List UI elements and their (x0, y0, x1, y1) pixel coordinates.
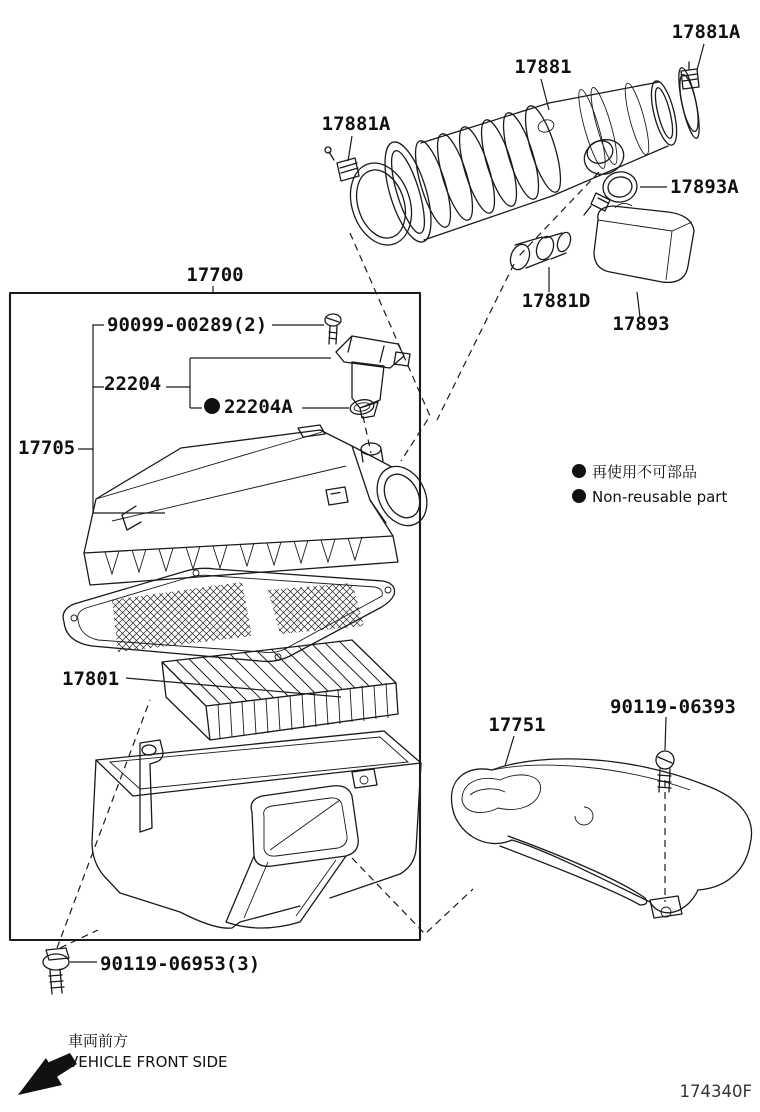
legend (572, 463, 727, 506)
dashed-leader-lines (57, 172, 665, 948)
part-label-resonator: 17893 (612, 313, 670, 335)
part-label-air-hose: 17881 (514, 56, 572, 78)
hose-clamp-lower-drawing (325, 147, 422, 253)
part-label-hose-clamp-lower: 17881A (321, 113, 391, 135)
case-bolt-drawing (43, 948, 69, 994)
legend-text-jp: 再使用不可部品 (592, 463, 698, 481)
part-label-assembly: 17700 (186, 264, 244, 286)
part-label-resonator-clamp: 17893A (670, 176, 739, 198)
inlet-cover-drawing (451, 759, 751, 918)
legend-text-en: Non-reusable part (592, 488, 728, 506)
seal-mesh-right (268, 583, 364, 634)
part-label-maf-oring: 22204A (224, 396, 293, 418)
legend-bullet-en (572, 489, 586, 503)
drawing-code: 174340F (679, 1082, 752, 1101)
part-label-hose-clamp-upper: 17881A (671, 21, 741, 43)
part-label-inlet-cover: 17751 (488, 714, 546, 736)
maf-screw-drawing (325, 314, 341, 344)
part-label-maf-sensor: 22204 (104, 373, 162, 395)
orientation-note (18, 1032, 228, 1095)
non-reusable-bullet-oring (204, 398, 220, 414)
cap-rib-teeth (105, 537, 362, 574)
legend-bullet-jp (572, 464, 586, 478)
part-label-maf-screw: 90099-00289(2) (107, 314, 268, 336)
front-side-text-en: VEHICLE FRONT SIDE (68, 1053, 228, 1071)
maf-sensor-drawing (336, 336, 410, 418)
cleaner-cap-drawing (84, 425, 437, 585)
cleaner-case-drawing (92, 731, 421, 928)
filter-seal-drawing (63, 568, 394, 661)
part-label-inlet-cover-bolt: 90119-06393 (610, 696, 736, 718)
seal-mesh-left (112, 582, 252, 652)
part-label-case-bolt: 90119-06953(3) (100, 953, 261, 975)
filter-pleats-front (218, 683, 388, 739)
vacuum-connector-drawing (507, 231, 573, 273)
part-label-vacuum-connector: 17881D (521, 290, 591, 312)
hose-clamp-upper-drawing (675, 62, 704, 140)
resonator-drawing (594, 203, 694, 282)
part-label-filter-element: 17801 (62, 668, 120, 690)
filter-pleats-top (176, 641, 382, 704)
air-hose-drawing (376, 79, 682, 247)
front-side-text-jp: 車両前方 (68, 1032, 129, 1050)
part-label-cleaner-cap: 17705 (18, 437, 76, 459)
